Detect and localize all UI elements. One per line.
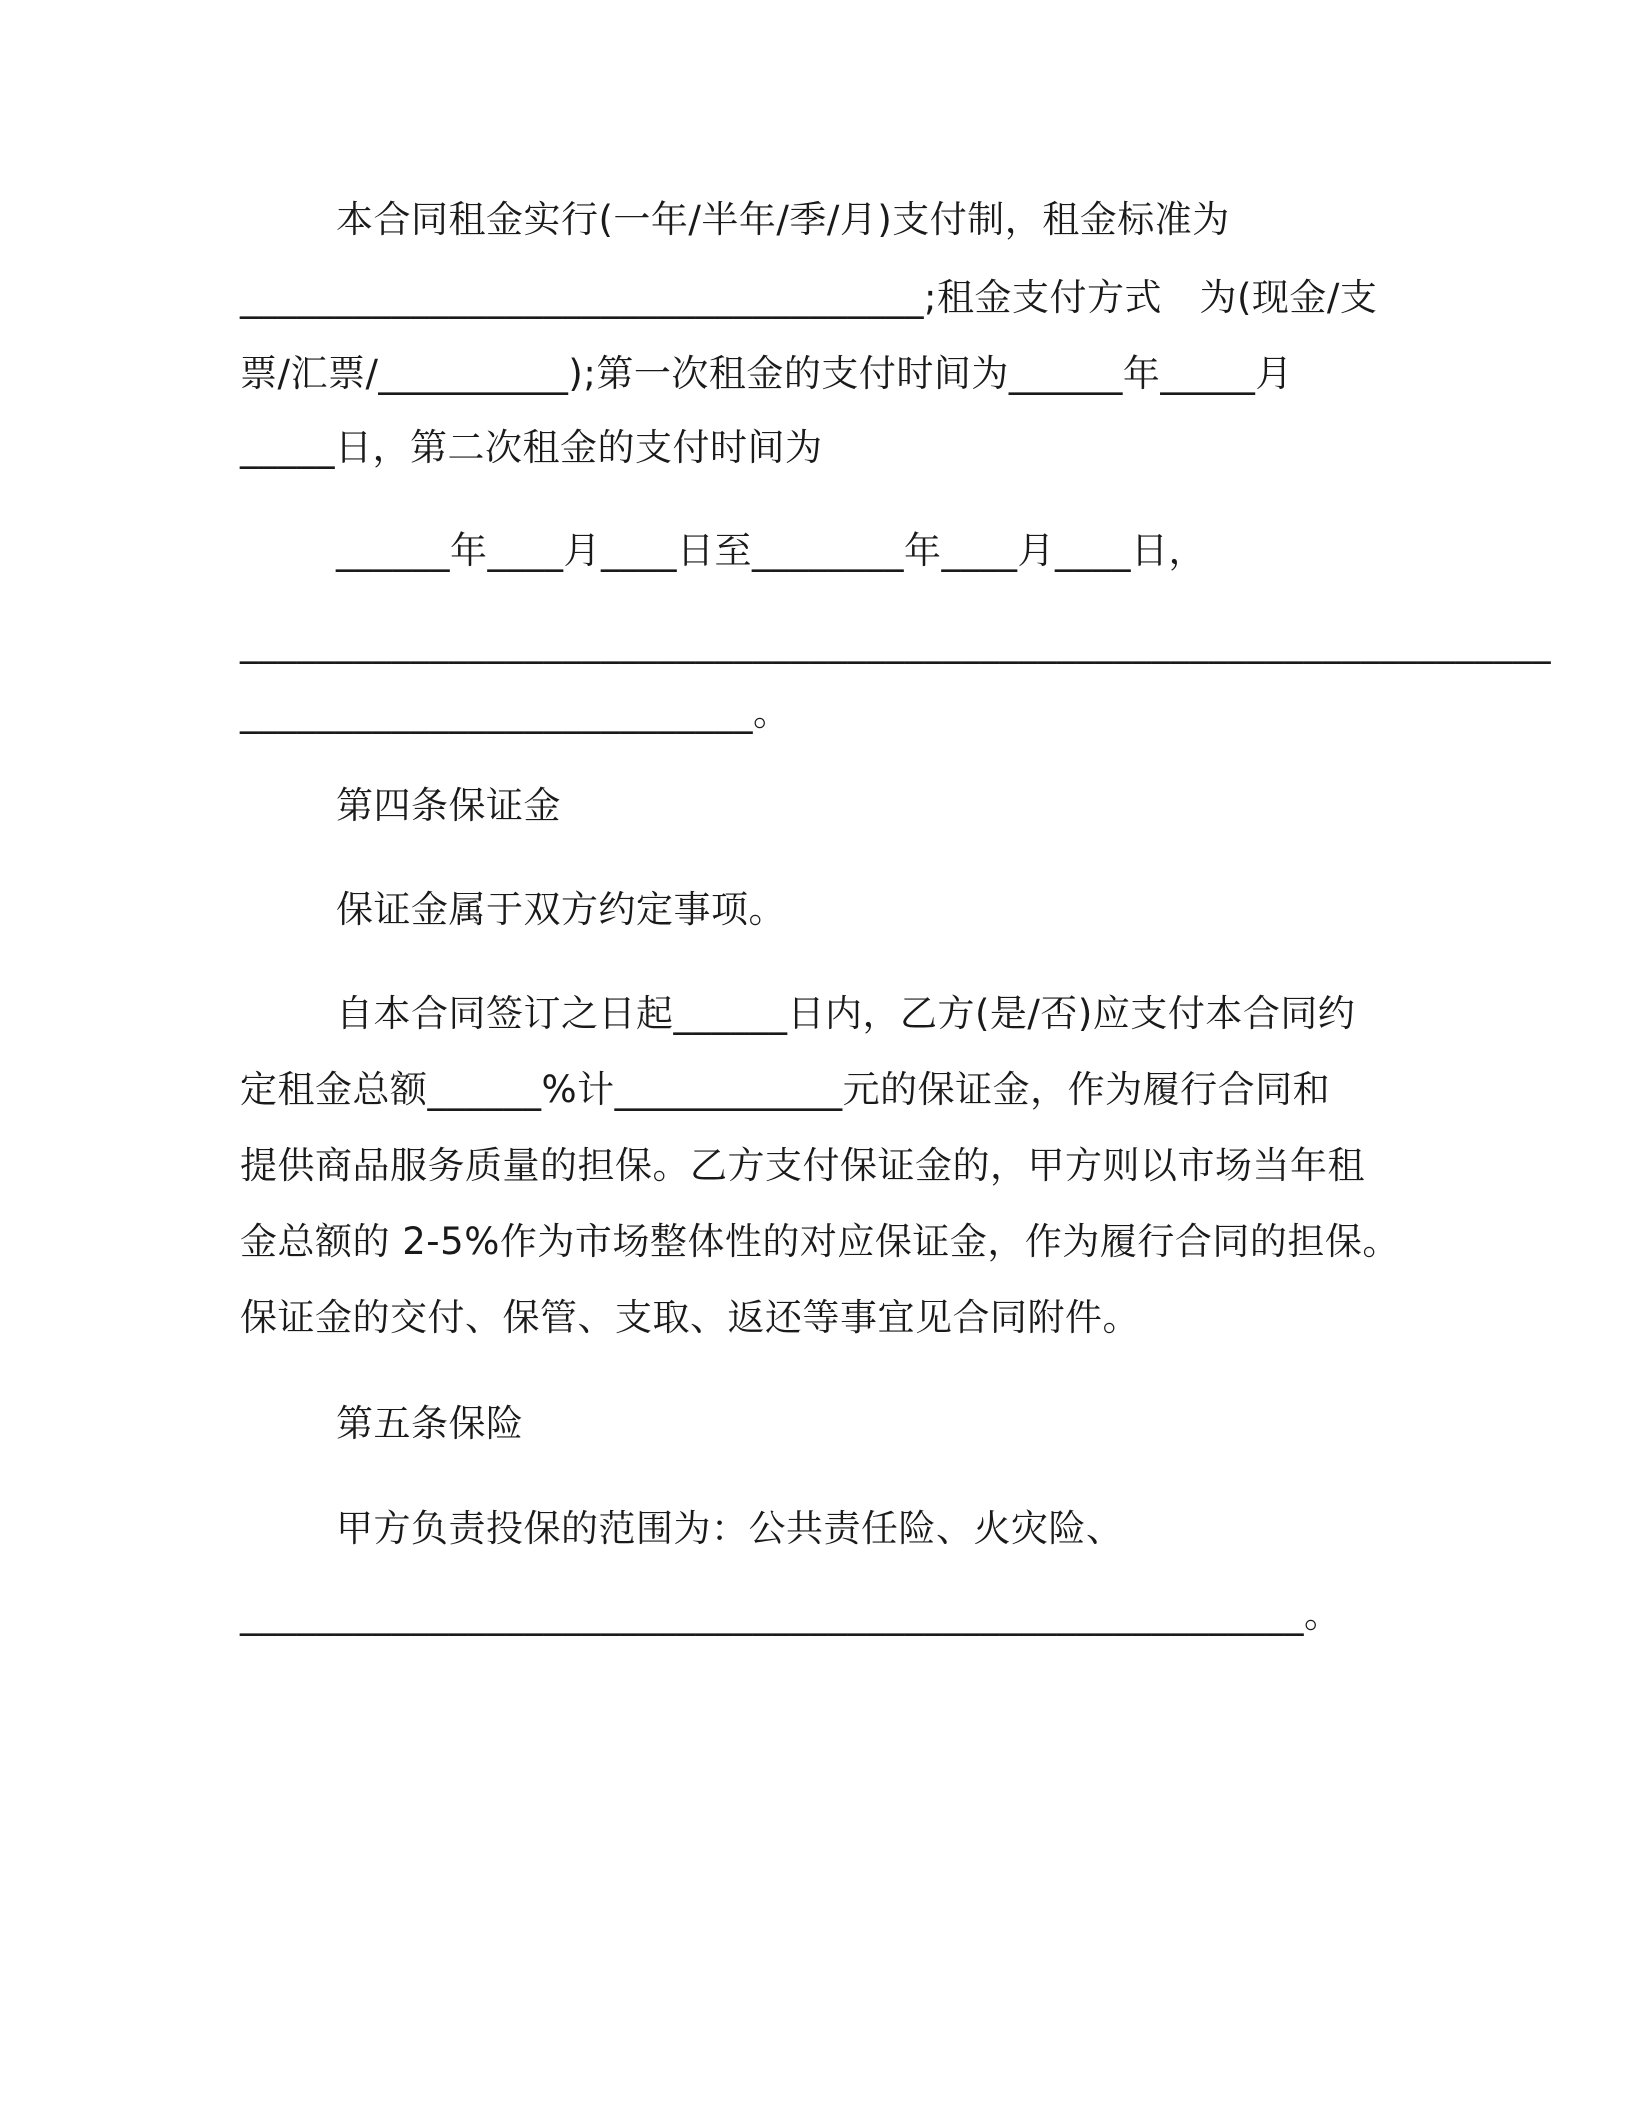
blank-line-end: ___________________________。 bbox=[240, 691, 791, 734]
paragraph-deposit-guarantee: 提供商品服务质量的担保。乙方支付保证金的，甲方则以市场当年租 bbox=[240, 1144, 1365, 1187]
paragraph-deposit-terms: 自本合同签订之日起______日内，乙方(是/否)应支付本合同约 bbox=[336, 992, 1356, 1035]
paragraph-rent-standard-line: ____________________________________;租金支付方式 为(现金/支 bbox=[240, 276, 1378, 319]
paragraph-deposit-handling: 保证金的交付、保管、支取、返还等事宜见合同附件。 bbox=[240, 1296, 1140, 1339]
paragraph-first-payment-line: 票/汇票/__________);第一次租金的支付时间为______年_____月 bbox=[240, 352, 1293, 395]
section-heading-insurance: 第五条保险 bbox=[336, 1402, 524, 1445]
paragraph-deposit-amount: 定租金总额______%计____________元的保证金，作为履行合同和 bbox=[240, 1068, 1331, 1111]
blank-line-full: _____________________________________________________________________ bbox=[240, 621, 1551, 664]
paragraph-rent-payment: 本合同租金实行(一年/半年/季/月)支付制，租金标准为 bbox=[336, 198, 1230, 241]
paragraph-deposit-agreement: 保证金属于双方约定事项。 bbox=[336, 888, 786, 931]
paragraph-deposit-percentage: 金总额的 2-5%作为市场整体性的对应保证金，作为履行合同的担保。 bbox=[240, 1220, 1400, 1263]
paragraph-insurance-scope: 甲方负责投保的范围为：公共责任险、火灾险、 bbox=[336, 1507, 1124, 1550]
paragraph-date-range: ______年____月____日至________年____月____日， bbox=[336, 529, 1206, 572]
section-heading-deposit: 第四条保证金 bbox=[336, 784, 561, 827]
paragraph-second-payment-line: _____日，第二次租金的支付时间为 bbox=[240, 426, 823, 469]
blank-line-insurance: ________________________________________________________。 bbox=[240, 1593, 1342, 1636]
